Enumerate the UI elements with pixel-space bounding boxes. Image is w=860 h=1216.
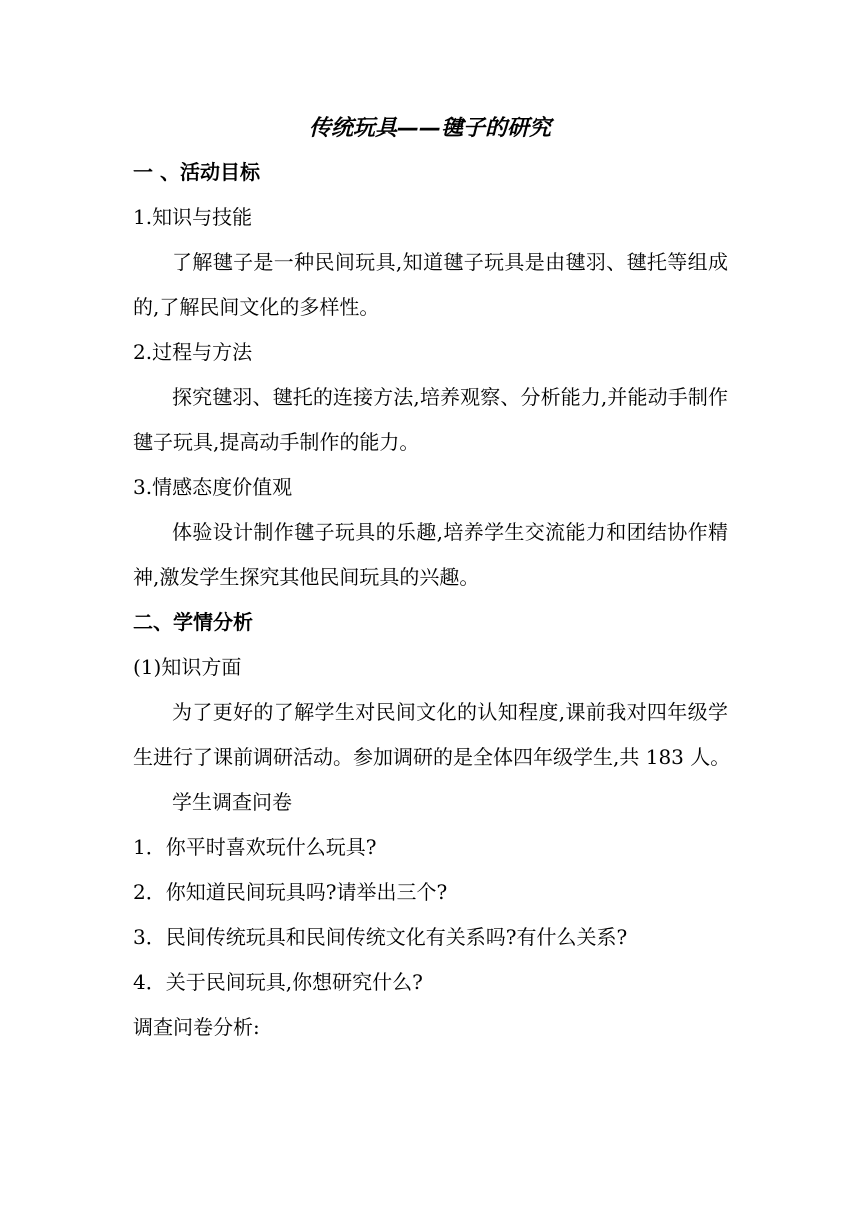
paragraph-line: 生进行了课前调研活动。参加调研的是全体四年级学生,共 183 人。 <box>133 745 731 769</box>
survey-question: 2．你知道民间玩具吗?请举出三个? <box>133 880 448 904</box>
paragraph-line: 了解毽子是一种民间玩具,知道毽子玩具是由毽羽、毽托等组成 <box>172 250 728 274</box>
paragraph-line: 神,激发学生探究其他民间玩具的兴趣。 <box>133 565 480 589</box>
paragraph-line: 体验设计制作毽子玩具的乐趣,培养学生交流能力和团结协作精 <box>172 520 728 544</box>
subheading-knowledge-skills: 1.知识与技能 <box>133 205 253 229</box>
document-title: 传统玩具——毽子的研究 <box>308 116 551 141</box>
paragraph-line: 为了更好的了解学生对民间文化的认知程度,课前我对四年级学 <box>172 700 728 724</box>
survey-analysis-label: 调查问卷分析: <box>133 1015 260 1039</box>
survey-question: 3．民间传统玩具和民间传统文化有关系吗?有什么关系? <box>133 925 628 949</box>
survey-question: 1．你平时喜欢玩什么玩具? <box>133 835 377 859</box>
subheading-knowledge-aspect: (1)知识方面 <box>133 655 242 679</box>
survey-title: 学生调查问卷 <box>172 790 292 814</box>
paragraph-line: 探究毽羽、毽托的连接方法,培养观察、分析能力,并能动手制作 <box>172 385 728 409</box>
subheading-process-method: 2.过程与方法 <box>133 340 253 364</box>
section-heading-objectives: 一 、活动目标 <box>133 160 260 184</box>
subheading-emotion-values: 3.情感态度价值观 <box>133 475 293 499</box>
section-heading-student-analysis: 二、学情分析 <box>133 610 253 634</box>
survey-question: 4．关于民间玩具,你想研究什么? <box>133 970 423 994</box>
paragraph-line: 的,了解民间文化的多样性。 <box>133 295 380 319</box>
paragraph-line: 毽子玩具,提高动手制作的能力。 <box>133 430 420 454</box>
